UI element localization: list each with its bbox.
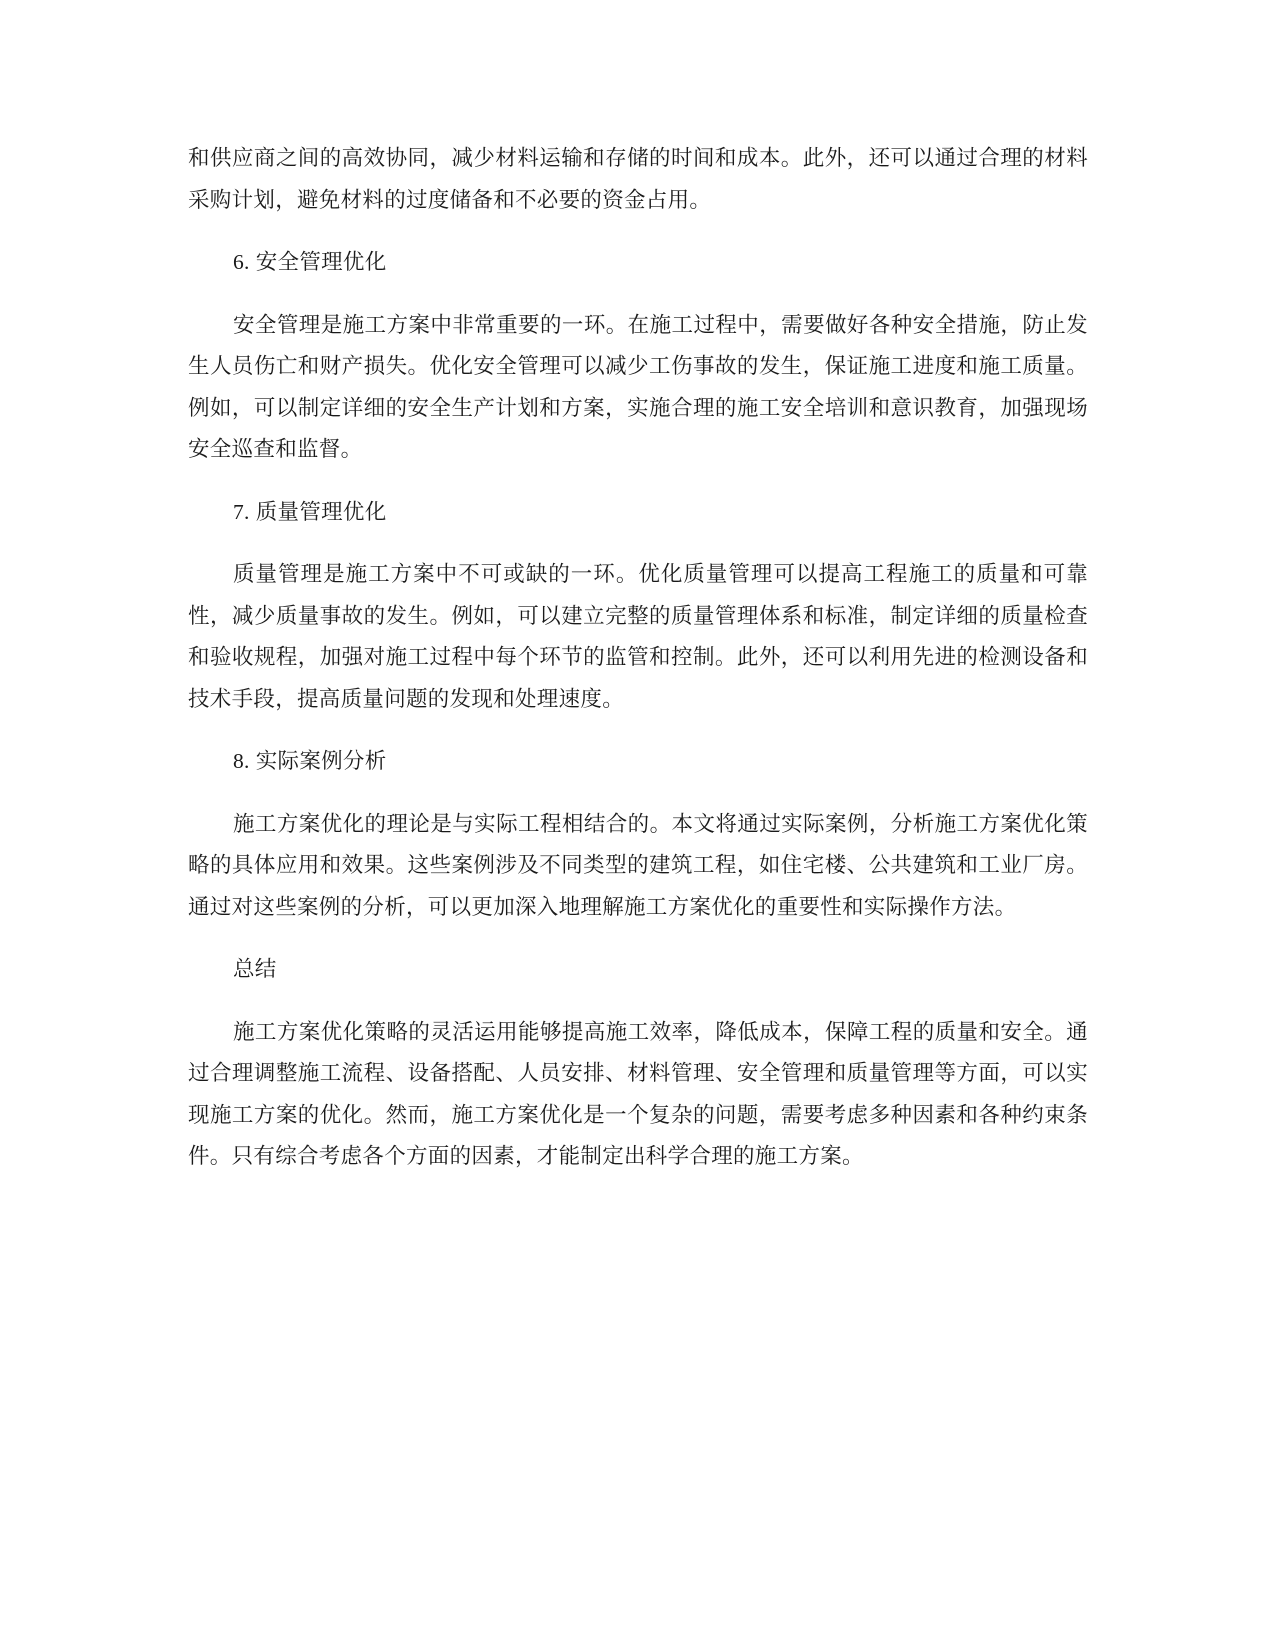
- section-title: 总结: [233, 957, 277, 982]
- section-number: 7.: [233, 499, 250, 524]
- section-number: 6.: [233, 250, 250, 274]
- section-title: 实际案例分析: [255, 749, 387, 774]
- section-heading-case-study: [188, 741, 1088, 783]
- paragraph-materials-continued: 和供应商之间的高效协同，减少材料运输和存储的时间和成本。此外，还可以通过合理的材料采购计划，避免材料的过度储备和不必要的资金占用。: [188, 146, 1088, 213]
- section-title: 质量管理优化: [255, 499, 387, 525]
- section-heading-safety: [188, 242, 1088, 284]
- paragraph-summary: 施工方案优化策略的灵活运用能够提高施工效率，降低成本，保障工程的质量和安全。通过合理调整施工流程、设备搭配、人员安排、材料管理、安全管理和质量管理等方面，可以实现施工方案的优化。然而，施工方案优化是一个复杂的问题，需要考虑多种因素和各种约束条件。只有综合考虑各个方面的因素，才能制定出科学合理的施工方案。: [188, 1019, 1088, 1169]
- section-heading-quality: [188, 492, 1088, 534]
- section-heading-summary: [188, 949, 1088, 991]
- paragraph-case-study: 施工方案优化的理论是与实际工程相结合的。本文将通过实际案例，分析施工方案优化策略的具体应用和效果。这些案例涉及不同类型的建筑工程，如住宅楼、公共建筑和工业厂房。通过对这些案例的分析，可以更加深入地理解施工方案优化的重要性和实际操作方法。: [188, 811, 1088, 920]
- section-title: 安全管理优化: [255, 250, 387, 275]
- paragraph-quality: 质量管理是施工方案中不可或缺的一环。优化质量管理可以提高工程施工的质量和可靠性，减少质量事故的发生。例如，可以建立完整的质量管理体系和标准，制定详细的质量检查和验收规程，加强对施工过程中每个环节的监管和控制。此外，还可以利用先进的检测设备和技术手段，提高质量问题的发现和处理速度。: [188, 562, 1088, 712]
- document-page: [188, 138, 1088, 1199]
- section-number: 8.: [233, 749, 250, 773]
- paragraph-safety: 安全管理是施工方案中非常重要的一环。在施工过程中，需要做好各种安全措施，防止发生人员伤亡和财产损失。优化安全管理可以减少工伤事故的发生，保证施工进度和施工质量。例如，可以制定详细的安全生产计划和方案，实施合理的施工安全培训和意识教育，加强现场安全巡查和监督。: [188, 312, 1088, 462]
